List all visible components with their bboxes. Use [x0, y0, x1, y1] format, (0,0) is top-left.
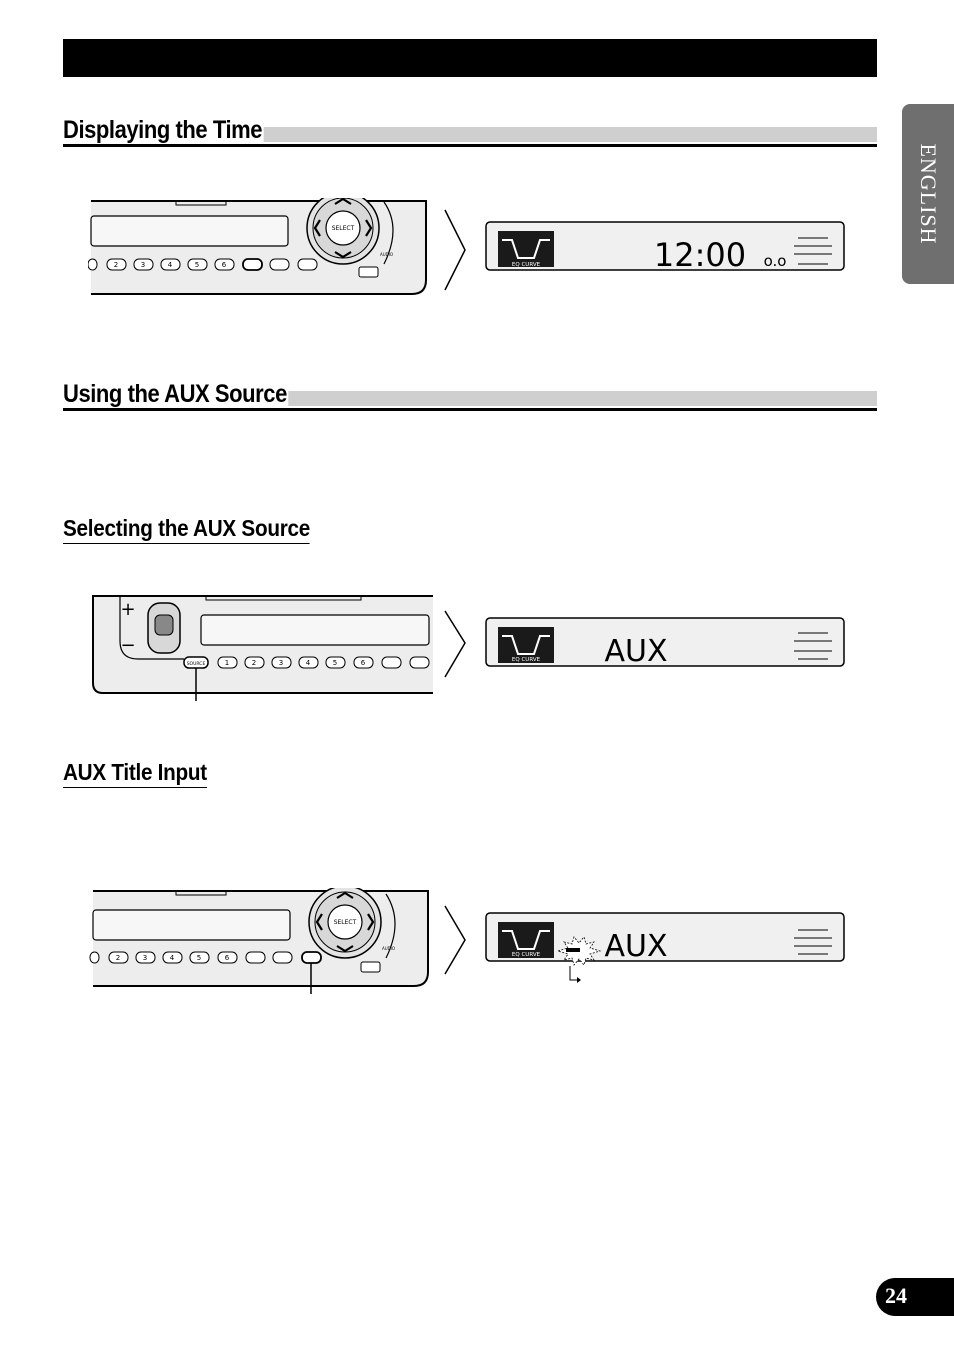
language-tab-label: ENGLISH: [916, 143, 941, 245]
section-header-aux: [63, 380, 877, 411]
section-title-time: Displaying the Time: [63, 116, 263, 144]
preset-5: 5: [196, 954, 202, 962]
arrow-right-icon: [445, 906, 465, 974]
preset-1: 1: [224, 659, 230, 667]
eq-curve-label: EQ CURVE: [511, 657, 541, 663]
subsection-title-input: AUX Title Input: [63, 761, 207, 788]
preset-2: 2: [251, 659, 257, 667]
preset-3: 3: [140, 261, 146, 269]
lcd-display-clock: [486, 222, 844, 274]
figure-select-aux: [88, 593, 848, 703]
preset-6: 6: [224, 954, 230, 962]
page-number-badge: [876, 1278, 954, 1316]
page-number: 24: [885, 1283, 907, 1308]
preset-4: 4: [305, 659, 311, 667]
preset-5: 5: [332, 659, 338, 667]
preset-3: 3: [278, 659, 284, 667]
subsection-title-select: Selecting the AUX Source: [63, 517, 310, 544]
svg-text:+: +: [120, 599, 136, 620]
aux-readout: AUX: [604, 929, 668, 964]
eq-curve-label: EQ CURVE: [511, 952, 541, 958]
preset-4: 4: [169, 954, 175, 962]
language-tab: [902, 104, 954, 284]
eq-curve-label: EQ CURVE: [511, 262, 541, 268]
audio-label: AUDIO: [380, 252, 394, 257]
arrow-right-icon: [445, 210, 465, 290]
preset-2: 2: [115, 954, 121, 962]
clock-readout: 12:00: [653, 236, 747, 274]
head-unit-3: [90, 888, 428, 994]
preset-5: 5: [194, 261, 200, 269]
audio-label: AUDIO: [382, 946, 396, 951]
source-label: SOURCE: [186, 662, 206, 667]
select-label: SELECT: [333, 919, 357, 926]
preset-6: 6: [360, 659, 366, 667]
svg-text:−: −: [120, 635, 136, 656]
svg-text:o.o: o.o: [763, 252, 787, 270]
lcd-display-aux: [486, 618, 844, 669]
lcd-display-aux-title: [486, 913, 844, 983]
preset-3: 3: [142, 954, 148, 962]
aux-readout: AUX: [604, 634, 668, 669]
head-unit-1: [88, 198, 426, 294]
section-header-time: [63, 116, 877, 147]
arrow-right-icon: [445, 611, 465, 677]
head-unit-2: [93, 596, 433, 701]
section-title-aux: Using the AUX Source: [63, 380, 287, 408]
top-bar: [63, 39, 877, 77]
preset-4: 4: [167, 261, 173, 269]
preset-6: 6: [221, 261, 227, 269]
preset-2: 2: [113, 261, 119, 269]
select-label: SELECT: [331, 225, 355, 232]
figure-title-input: [88, 888, 848, 998]
figure-clock: [88, 198, 848, 298]
